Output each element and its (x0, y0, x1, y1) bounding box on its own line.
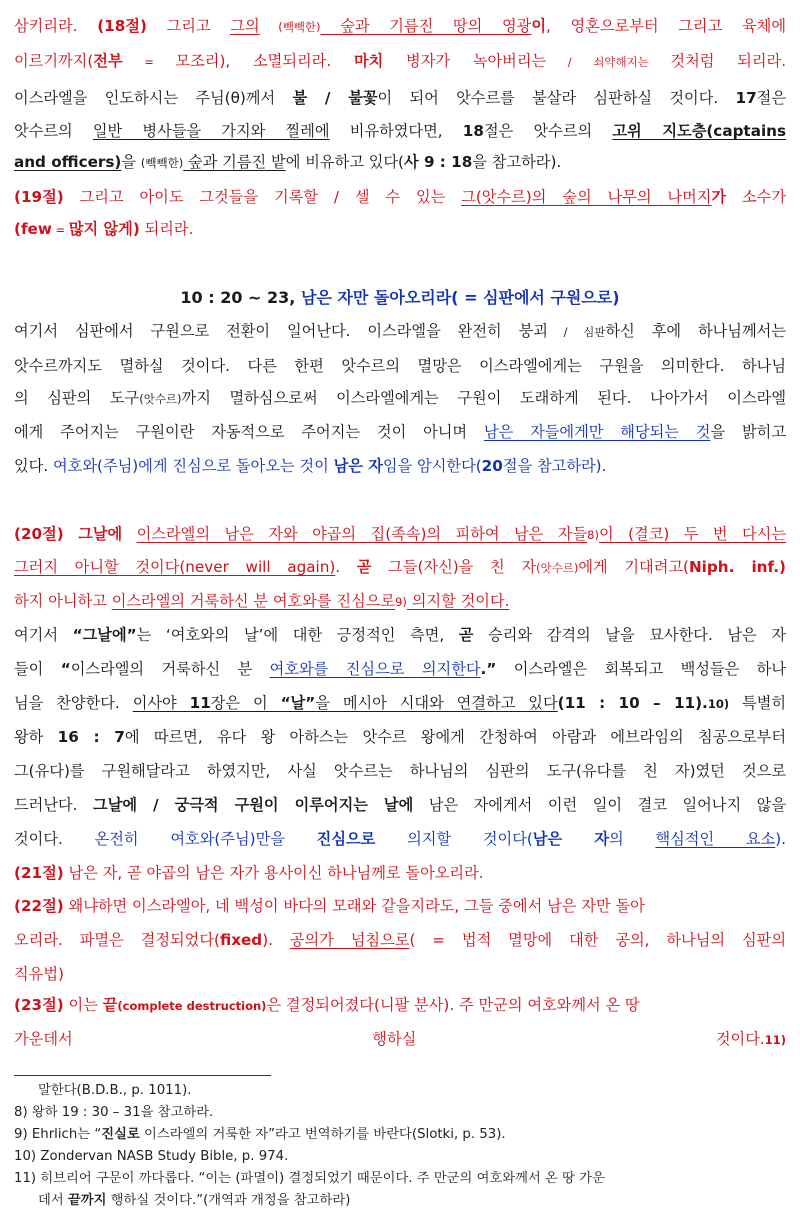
text-line (14, 858, 786, 888)
text-run: 남은 자 (333, 457, 383, 475)
text-run: 끝 (102, 996, 118, 1014)
text-run: 10) (707, 697, 730, 711)
text-run: 마치 (353, 52, 384, 70)
text-run (64, 525, 78, 543)
text-run: 그의 (230, 17, 260, 35)
text-run: ). (262, 931, 290, 949)
text-run: / 심판 (547, 325, 606, 339)
text-run: 그들(자신)을 친 자 (371, 558, 537, 576)
text-line (14, 620, 786, 650)
text-line (14, 46, 786, 76)
text-run: (21절) (14, 864, 64, 882)
text-run: 이 되어 앗수르를 불살라 심판하실 것이다. (377, 89, 736, 107)
text-run: 그리고 (146, 17, 231, 35)
text-run: 이 (531, 17, 547, 35)
text-run: 이스라엘의 거룩한 자”라고 번역하기를 바란다(Slotki, p. 53). (139, 1127, 506, 1142)
text-run: 전부 (93, 52, 123, 70)
text-run: 되리라. (139, 220, 194, 238)
text-run: 까지 멸하심으로써 이스라엘에게는 구원이 도래하게 된다. 나아가서 이스라엘 (181, 389, 786, 407)
text-run: 여호와(주님)에게 진심으로 돌아오는 것이 (53, 457, 334, 475)
text-line (14, 316, 786, 346)
text-run: “그날에” (72, 626, 137, 644)
text-run: (빽빽한) (259, 20, 321, 34)
text-line (14, 586, 786, 616)
text-line (14, 824, 786, 854)
text-run: , 영혼으로부터 그리고 육체에 (546, 17, 786, 35)
text-run: 곧 (356, 558, 372, 576)
text-run: 들이 (14, 660, 61, 678)
text-run: 의 심판의 도구 (14, 389, 140, 407)
text-run: 공의가 넘침으로 (289, 931, 410, 949)
text-run: 남은 자 (532, 830, 610, 848)
text-line (14, 182, 786, 212)
text-run: 10 : 20 ~ 23, (180, 288, 301, 307)
text-run: 임을 암시한다( (382, 457, 482, 475)
text-run: 8) (587, 528, 599, 542)
text-run: (18절) (97, 17, 147, 35)
text-run: 가운데서 행하실 것이다. (14, 1030, 765, 1048)
text-run: 왜냐하면 이스라엘아, 네 백성이 바다의 모래와 같을지라도, 그들 중에서 남은 자만 돌아 (63, 897, 645, 915)
text-run: 하지 아니하고 (14, 592, 112, 610)
text-line (14, 351, 786, 381)
text-run: 이 (결코) 두 번 다시는 (598, 525, 786, 543)
text-run: 이스라엘은 회복되고 백성들은 하나 (496, 660, 786, 678)
text-run: = (51, 223, 69, 237)
text-run: 장은 이 (210, 694, 281, 712)
text-run: (19절) (14, 188, 64, 206)
text-line (14, 417, 786, 447)
text-run: 소수가 (726, 188, 786, 206)
text-run: 그날에 / 궁극적 구원이 이루어지는 날에 (93, 796, 414, 814)
text-line (14, 790, 786, 820)
text-run: 여기서 (14, 626, 73, 644)
text-run: 드러난다. (14, 796, 94, 814)
text-run: 에 따르면, 유다 왕 아하스는 앗수르 왕에게 간청하여 아람과 에브라임의 침공으로부터 (124, 728, 786, 746)
text-run: 곧 (458, 626, 474, 644)
text-run: 17 (735, 89, 757, 107)
text-line (14, 451, 786, 481)
text-run: 에게 주어지는 구원이란 자동적으로 주어지는 것이 아니며 (14, 423, 484, 441)
text-line (14, 990, 786, 1020)
text-run: 은 결정되어졌다(니팔 분사). 주 만군의 여호와께서 온 땅 (266, 996, 640, 1014)
text-run: 특별히 (729, 694, 786, 712)
text-run: 9) Ehrlich는 “ (14, 1127, 102, 1142)
text-run: 것처럼 되리라. (670, 52, 786, 70)
text-run: 에 비유하고 있다( (285, 153, 404, 171)
text-line (14, 83, 786, 113)
text-run: 18 (462, 122, 484, 140)
text-run: 의지할 것이다. (406, 592, 510, 610)
text-run: 핵심적인 요소 (655, 830, 776, 848)
text-run: 그리고 아이도 그것들을 기록할 / 셀 수 있는 (63, 188, 462, 206)
footnote-line (14, 1146, 786, 1168)
text-run: 11) 히브리어 구문이 까다롭다. “이는 (파멸이) 결정되었기 때문이다. 주 만군의 여호와께서 온 땅 가운 (14, 1171, 605, 1186)
text-line (14, 1024, 786, 1054)
text-run (122, 525, 136, 543)
text-line (14, 654, 786, 684)
text-run: 끝까지 (67, 1193, 107, 1208)
text-run: 불 / 불꽃 (292, 89, 378, 107)
text-run: 하신 후에 하나님께서는 (605, 322, 786, 340)
text-line (14, 756, 786, 786)
text-run: 모조리) (175, 52, 226, 70)
text-line (14, 891, 786, 921)
text-run: = (122, 55, 176, 69)
text-run: Niph. inf.) (688, 558, 786, 576)
text-run: 앗수르의 (14, 122, 93, 140)
text-run: 이스라엘의 거룩하신 분 (70, 660, 270, 678)
text-run: and officers) (14, 153, 122, 171)
text-run: 여호와를 진심으로 의지한다 (269, 660, 481, 678)
text-run: .” (480, 660, 497, 678)
text-run: 직유법) (14, 965, 64, 983)
text-line (14, 688, 786, 718)
text-run: “ (60, 660, 71, 678)
text-run: 그날에 (78, 525, 123, 543)
text-run: 남은 자만 돌아오리라( = 심판에서 구원으로) (300, 288, 620, 307)
text-run: 있다. (14, 457, 53, 475)
text-run: 절을 참고하라). (502, 457, 607, 475)
text-run: 9) (395, 595, 407, 609)
text-run: 이사야 (132, 694, 190, 712)
text-run: 의지할 것이다( (375, 830, 533, 848)
text-line (14, 147, 786, 177)
section-heading (14, 283, 786, 313)
text-run: 는 ‘여호와의 날’에 대한 긍정적인 측면, (136, 626, 459, 644)
text-run: 남은 자에게서 이런 일이 결코 일어나지 않을 (413, 796, 786, 814)
text-run: 말한다(B.D.B., p. 1011). (38, 1083, 192, 1098)
text-run: 남은 자, 곧 야곱의 남은 자가 용사이신 하나님께로 돌아오리라. (63, 864, 484, 882)
text-run: 삼키리라. (14, 17, 98, 35)
footnote-line (38, 1190, 800, 1212)
text-line (14, 552, 786, 582)
text-run: 많지 않게) (68, 220, 140, 238)
text-run: 왕하 (14, 728, 58, 746)
footnote-line (38, 1080, 800, 1102)
text-run: 온전히 여호와(주님)만을 (94, 830, 317, 848)
text-line (14, 11, 786, 41)
text-run: (few (14, 220, 52, 238)
text-run: 고위 지도층(captains (612, 122, 786, 140)
text-run: 비유하였다면, (329, 122, 463, 140)
text-run: 남은 자들에게만 해당되는 것 (483, 423, 711, 441)
text-run: 진심으로 (316, 830, 376, 848)
text-run: . (335, 558, 357, 576)
text-run: 그(유다)를 구원해달라고 하였지만, 사실 앗수르는 하나님의 심판의 도구(유다를 친 자)였던 것으로 (14, 762, 786, 780)
text-run: (11 : 10 – 11). (557, 694, 708, 712)
text-run: / 쇠약해지는 (546, 55, 671, 69)
text-run: 병자가 녹아버리는 (383, 52, 547, 70)
text-line (14, 519, 786, 549)
text-run: 11) (764, 1033, 786, 1047)
text-run: 그러지 아니할 것이다(never will again) (14, 558, 336, 576)
text-run: (23절) (14, 996, 64, 1014)
text-run: 을 참고하라). (472, 153, 562, 171)
text-run: 승리와 감격의 날을 묘사한다. 남은 자 (473, 626, 786, 644)
text-line (14, 959, 786, 989)
text-run: (앗수르) (536, 561, 579, 575)
text-run: 을 메시아 시대와 연결하고 있다 (315, 694, 558, 712)
text-run: 진실로 (101, 1127, 140, 1142)
text-run: 이는 (63, 996, 103, 1014)
text-run: 오리라. 파멸은 결정되었다( (14, 931, 220, 949)
text-run: 을 밝히고 (710, 423, 786, 441)
text-run: 16 : 7 (57, 728, 125, 746)
text-run: 데서 (38, 1193, 68, 1208)
text-run: 일반 병사들을 가지와 찔레에 (92, 122, 330, 140)
text-line (14, 116, 786, 146)
text-run: 숲과 기름진 땅의 영광 (320, 17, 532, 35)
text-run: 숲과 기름진 밭 (183, 153, 286, 171)
text-run: 20 (481, 457, 503, 475)
text-run: 님을 찬양한다. (14, 694, 133, 712)
text-line (14, 383, 786, 413)
text-run: “날” (280, 694, 316, 712)
text-run: (complete destruction) (117, 999, 267, 1013)
text-run: 8) 왕하 19 : 30 – 31을 참고하라. (14, 1105, 214, 1120)
text-run: 절은 (756, 89, 786, 107)
text-run: 것이다. (14, 830, 95, 848)
footnote-line (14, 1124, 786, 1146)
text-line (14, 214, 786, 244)
text-run: 여기서 심판에서 구원으로 전환이 일어난다. 이스라엘을 완전히 붕괴 (14, 322, 548, 340)
text-run: (20절) (14, 525, 64, 543)
footnote-line (14, 1102, 786, 1124)
text-run: 이르기까지( (14, 52, 94, 70)
text-run: (22절) (14, 897, 64, 915)
text-run: 의 (609, 830, 656, 848)
text-run: 에게 기대려고( (578, 558, 689, 576)
footnote-line (14, 1168, 786, 1190)
text-run: (앗수르) (139, 392, 182, 406)
text-run: 앗수르까지도 멸하실 것이다. 다른 한편 앗수르의 멸망은 이스라엘에게는 구원을 의미한다. 하나님 (14, 357, 786, 375)
text-run: 절은 앗수르의 (483, 122, 613, 140)
text-run: , 소멸되리라. (225, 52, 354, 70)
text-run: 이스라엘의 거룩하신 분 여호와를 진심으로 (111, 592, 396, 610)
text-run: 11 (189, 694, 211, 712)
text-run: (빽빽한) (140, 156, 184, 170)
text-run: ( = 법적 멸망에 대한 공의, 하나님의 심판의 (409, 931, 786, 949)
text-run: 이스라엘을 인도하시는 주님(θ)께서 (14, 89, 293, 107)
text-run: 10) Zondervan NASB Study Bible, p. 974. (14, 1149, 289, 1164)
text-run: 을 (121, 153, 141, 171)
text-run: ). (775, 830, 786, 848)
text-run: 이스라엘의 남은 자와 야곱의 집(족속)의 피하여 남은 자들 (136, 525, 588, 543)
text-run: 가 (711, 188, 727, 206)
text-run: 그(앗수르)의 숲의 나무의 나머지 (461, 188, 712, 206)
text-line (14, 925, 786, 955)
text-run: 사 9 : 18 (403, 153, 473, 171)
text-run: 행하실 것이다.”(개역과 개정을 참고하라) (106, 1193, 351, 1208)
text-line (14, 722, 786, 752)
footnote-divider (14, 1075, 271, 1076)
text-run: fixed (219, 931, 263, 949)
